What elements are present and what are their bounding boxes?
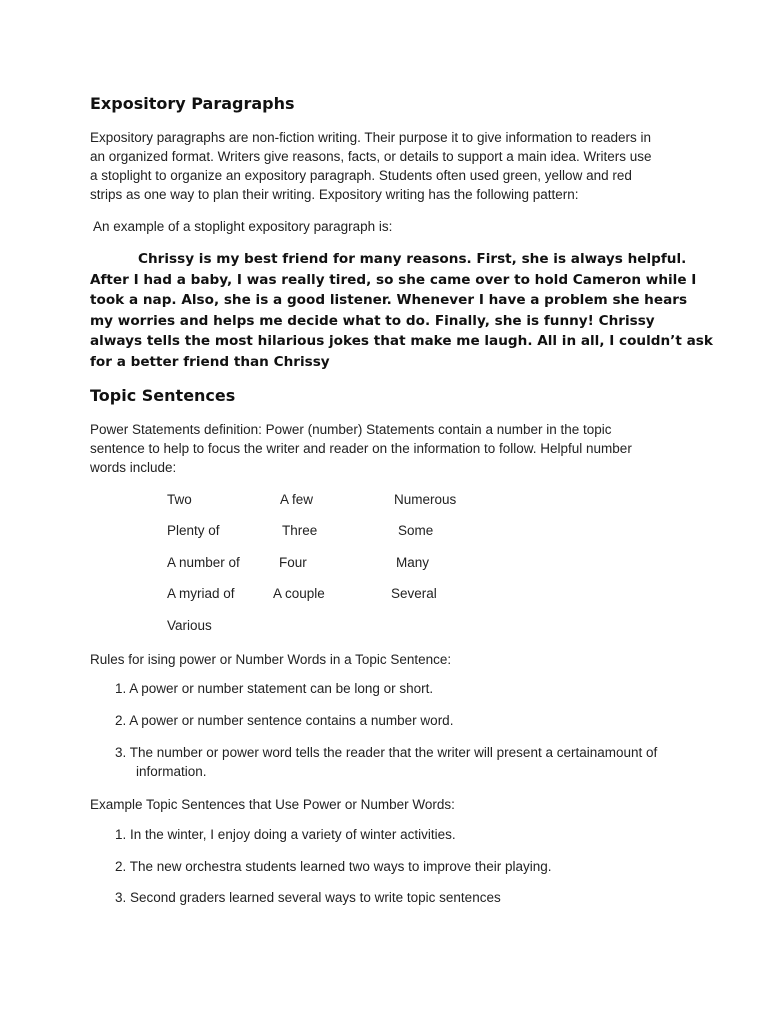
number-word: Numerous <box>394 492 457 507</box>
number-word: A myriad of <box>167 586 235 601</box>
example-paragraph <box>90 249 713 373</box>
example-line: for a better friend than Chrissy <box>90 353 330 370</box>
definition-line: Power Statements definition: Power (number) Statements contain a number in the topic <box>90 422 612 437</box>
intro-line: an organized format. Writers give reasons, facts, or details to support a main idea. Writers use <box>90 149 652 164</box>
example-line: After I had a baby, I was really tired, so she came over to hold Cameron while I <box>90 271 697 288</box>
intro-line: Expository paragraphs are non-fiction writing. Their purpose it to give information to readers in <box>90 130 652 145</box>
rule-item-continuation: information. <box>136 764 207 779</box>
section-title-topic-sentences: Topic Sentences <box>90 386 236 405</box>
example-sentence: 2. The new orchestra students learned two ways to improve their playing. <box>115 859 552 874</box>
rule-item: 3. The number or power word tells the reader that the writer will present a certainamount of <box>115 745 658 760</box>
intro-line: a stoplight to organize an expository paragraph. Students often used green, yellow and red <box>90 168 632 183</box>
number-word: Several <box>391 586 437 601</box>
example-sentence: 1. In the winter, I enjoy doing a variety of winter activities. <box>115 827 456 842</box>
examples-heading: Example Topic Sentences that Use Power or Number Words: <box>90 797 455 812</box>
number-word: A couple <box>273 586 325 601</box>
number-word: A number of <box>167 555 240 570</box>
number-word: Four <box>279 555 307 570</box>
example-sentence: 3. Second graders learned several ways to write topic sentences <box>115 890 501 905</box>
number-word: Two <box>167 492 192 507</box>
example-intro: An example of a stoplight expository paragraph is: <box>93 219 393 234</box>
rule-item: 2. A power or number sentence contains a number word. <box>115 713 454 728</box>
number-word: Many <box>396 555 430 570</box>
number-word: Some <box>398 523 434 538</box>
page-title: Expository Paragraphs <box>90 94 295 113</box>
number-word: Various <box>167 618 212 633</box>
example-line: Chrissy is my best friend for many reasons. First, she is always helpful. <box>138 251 687 267</box>
intro-paragraph <box>90 128 690 204</box>
number-word: Plenty of <box>167 523 220 538</box>
example-line: always tells the most hilarious jokes that make me laugh. All in all, I couldn’t ask <box>90 333 713 350</box>
intro-line: strips as one way to plan their writing. Expository writing has the following pattern: <box>90 187 579 202</box>
example-line: my worries and helps me decide what to do. Finally, she is funny! Chrissy <box>90 312 655 329</box>
example-line: took a nap. Also, she is a good listener. Whenever I have a problem she hears <box>90 292 688 309</box>
number-word: A few <box>280 492 314 507</box>
rules-heading: Rules for ising power or Number Words in a Topic Sentence: <box>90 652 452 667</box>
definition-line: sentence to help to focus the writer and reader on the information to follow. Helpful number <box>90 441 632 456</box>
definition-paragraph <box>90 420 690 477</box>
number-word: Three <box>282 523 318 538</box>
definition-line: words include: <box>90 460 177 475</box>
rule-item: 1. A power or number statement can be long or short. <box>115 681 434 696</box>
